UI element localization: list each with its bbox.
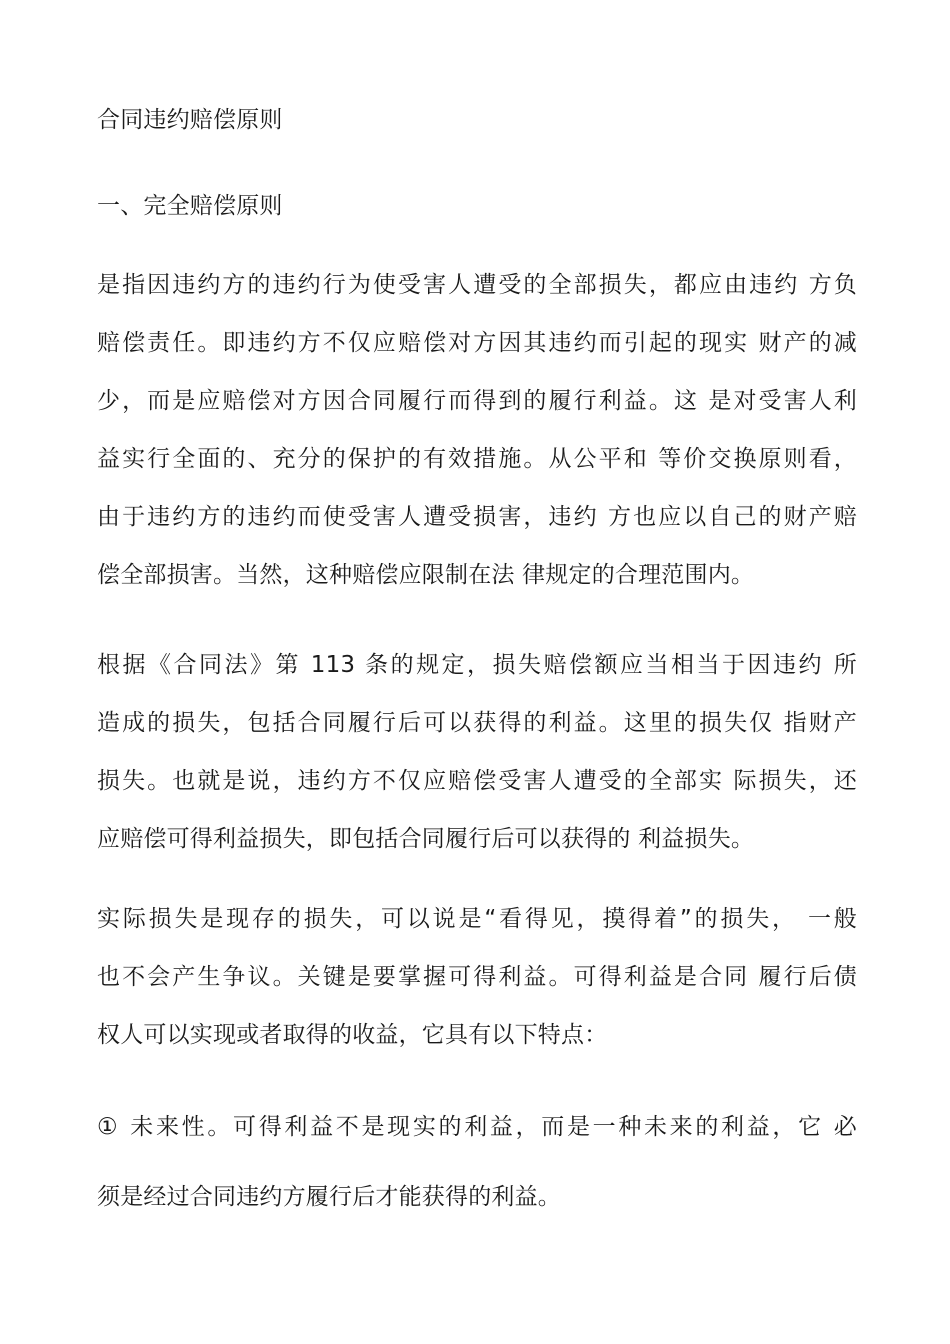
- paragraph-line: 根据《合同法》第 113 条的规定，损失赔偿额应当相当于因违约 所: [97, 652, 857, 678]
- paragraph-line: 偿全部损害。当然，这种赔偿应限制在法 律规定的合理范围内。: [97, 562, 755, 588]
- paragraph-line: 益实行全面的、充分的保护的有效措施。从公平和 等价交换原则看，: [97, 446, 857, 472]
- paragraph-1: [97, 256, 857, 604]
- paragraph-line: 少，而是应赔偿对方因合同履行而得到的履行利益。这 是对受害人利: [97, 388, 857, 414]
- paragraph-line: 须是经过合同违约方履行后才能获得的利益。: [97, 1184, 561, 1210]
- paragraph-4: [97, 1092, 857, 1232]
- paragraph-line: 造成的损失，包括合同履行后可以获得的利益。这里的损失仅 指财产: [97, 710, 857, 736]
- paragraph-line: 赔偿责任。即违约方不仅应赔偿对方因其违约而引起的现实 财产的减: [97, 330, 857, 356]
- paragraph-line: 是指因违约方的违约行为使受害人遭受的全部损失，都应由违约 方负: [97, 272, 857, 298]
- paragraph-line: 权人可以实现或者取得的收益，它具有以下特点：: [97, 1022, 608, 1048]
- document-title: 合同违约赔偿原则: [97, 107, 283, 133]
- paragraph-line: 也不会产生争议。关键是要掌握可得利益。可得利益是合同 履行后债: [97, 964, 857, 990]
- paragraph-3: [97, 890, 857, 1064]
- paragraph-2: [97, 636, 857, 868]
- section-heading: 一、完全赔偿原则: [97, 193, 283, 219]
- paragraph-line: 应赔偿可得利益损失，即包括合同履行后可以获得的 利益损失。: [97, 826, 755, 852]
- paragraph-line: 由于违约方的违约而使受害人遭受损害，违约 方也应以自己的财产赔: [97, 504, 857, 530]
- paragraph-line: ① 未来性。可得利益不是现实的利益，而是一种未来的利益，它 必: [97, 1114, 857, 1140]
- paragraph-line: 实际损失是现存的损失，可以说是“看得见，摸得着”的损失， 一般: [97, 906, 857, 932]
- paragraph-line: 损失。也就是说，违约方不仅应赔偿受害人遭受的全部实 际损失，还: [97, 768, 857, 794]
